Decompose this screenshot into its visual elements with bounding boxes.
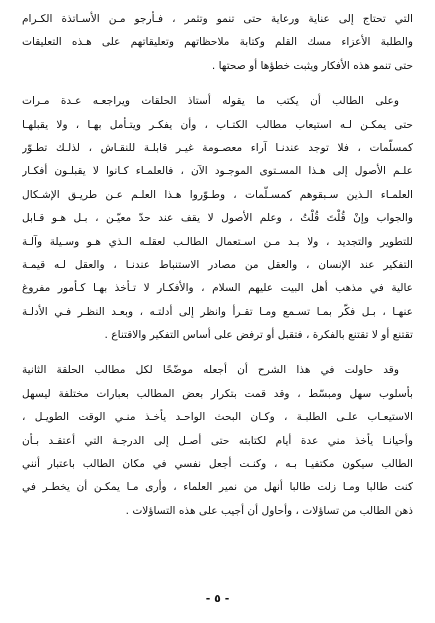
- text-line: وعلى الطالب أن يكتب ما يقوله أستاذ الحلقات ويراجعـه عـدة مـرات: [22, 95, 399, 108]
- paragraph: [22, 8, 413, 78]
- paragraph: [22, 359, 413, 523]
- text-line: تقتنع أو لا تقتنع بالفكرة ، فتقبل أو ترفض على أساس التفكير والاقتناع .: [104, 329, 413, 342]
- text-line: حتى يمكـن لـه استيعاب مطالب الكتـاب ، وأن يفكـر ويتـأمل بهـا ، ولا يقبلهـا: [22, 118, 413, 131]
- text-line: التفكير عند الإنسان ، والعقل من مصادر الاستنباط عندنـا ، والعقل لـه قيمـة: [22, 258, 413, 271]
- text-line: كمسلّمات ، فلا توجد عندنـا آراء معصـومة غيـر قابلـة للنقـاش ، لذلـك تطـوّر: [22, 141, 413, 154]
- text-line: للتطوير والتجديد ، ولا بـد مـن اسـتعمال الطالـب لعقلـه الـذي هـو وسـيلة وآلـة: [22, 235, 413, 248]
- text-line: كنت طالبا ومـا زلت طالبا أنهل من نمير العلماء ، وأرى مـا يمكـن أن يخطـر في: [22, 481, 413, 494]
- paragraph: [22, 90, 413, 347]
- text-line: وقد حاولت في هذا الشرح أن أجعله موضّحًا لكل مطالب الحلقة الثانية: [22, 364, 399, 377]
- text-line: الاستيعـاب علـى الطلبـة ، وكـان البحث الواحـد يأخـذ منـي الوقت الطويـل ،: [22, 411, 413, 424]
- text-line: التي تحتاج إلى عناية ورعاية حتى تنمو وتثمر ، فـأرجو مـن الأسـاتذة الكـرام: [22, 13, 413, 25]
- text-line: ذهن الطالب من تساؤلات ، وأحاول أن أجيب على هذه التساؤلات .: [125, 504, 413, 517]
- text-line: حتى تنمو هذه الأفكار ويثبت خطؤها أو صحتها .: [211, 59, 413, 72]
- text-line: والجواب وإنْ قُلْتَ قُلْتُ ، وعلم الأصول لا يقف عند حدّ معيّـن ، بـل هـو قـابل: [22, 212, 413, 225]
- text-line: الطالب سيكون مكتفيـا بـه ، وكنـت أجعل نفسي في مكان الطالب باعتبار أنني: [22, 458, 413, 471]
- paragraph-spacer: [22, 78, 413, 90]
- text-line: وأحيانـا يأخذ مني عدة أيام لكتابته حتى أصـل إلى الدرجـة التي أعتقـد بـأن: [22, 434, 413, 447]
- paragraph-spacer: [22, 347, 413, 359]
- text-line: عنهـا ، بـل فكّر بمـا تسـمع ومـا تقـرأ وانظر إلى أدلتـه ، وبعـد النظـر فـي الأدلـة: [22, 305, 413, 318]
- text-line: العلمـاء الـذين سـبقوهم كمسـلّمات ، وطـوّروا هـذا العلـم عـن طريـق الإشـكال: [22, 188, 413, 201]
- page-number: - ٥ -: [205, 592, 230, 605]
- body-text: [22, 8, 413, 523]
- text-line: والطلبة الأعزاء مسك القلم وكتابة ملاحظاتهم وتعليقاتهم على هـذه التعليقات: [22, 36, 413, 49]
- text-line: بأسلوب سهل ومبسّط ، وقد قمت بتكرار بعض المطالب بعبارات مختلفة ليسهل: [22, 387, 413, 400]
- text-line: عالية في مذهب أهل البيت عليهم السلام ، والأفكـار لا تـأخذ بهـا كـأمور مفروغ: [22, 282, 413, 295]
- text-line: علـم الأصول إلى هـذا المسـتوى الموجـود الآن ، فالعلمـاء كـانوا لا يقبلـون أفكـار: [22, 165, 413, 178]
